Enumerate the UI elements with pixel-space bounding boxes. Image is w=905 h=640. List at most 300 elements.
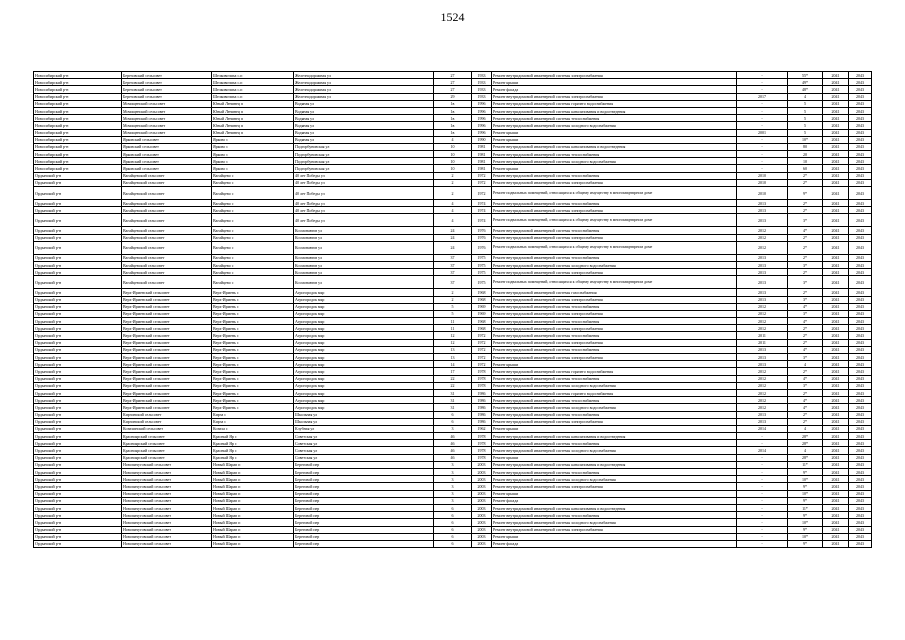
wear-percent-cell: 2* — [788, 325, 823, 332]
plan-start-year-cell: 2041 — [823, 433, 849, 440]
last-repair-year-cell: 2011 — [737, 332, 788, 339]
wear-percent-cell: 3* — [788, 382, 823, 389]
settlement-cell: Новый Шарап п — [212, 526, 294, 533]
municipality-cell: Верх-Ирменский сельсовет — [122, 332, 212, 339]
wear-percent-cell: 3* — [788, 276, 823, 289]
municipality-cell: Верх-Ирменский сельсовет — [122, 382, 212, 389]
last-repair-year-cell: 2014 — [737, 425, 788, 432]
street-cell: Водяная ул — [294, 136, 434, 143]
plan-end-year-cell: 2043 — [849, 404, 872, 411]
plan-start-year-cell: 2041 — [823, 179, 849, 186]
plan-end-year-cell: 2043 — [849, 490, 872, 497]
table-row — [34, 143, 872, 150]
build-year-cell: 1976 — [472, 241, 492, 254]
plan-start-year-cell: 2041 — [823, 276, 849, 289]
plan-end-year-cell: 2043 — [849, 214, 872, 227]
municipality-cell: Березовский сельсовет — [122, 86, 212, 93]
house-number-cell: 2 — [434, 179, 472, 186]
build-year-cell: 2003 — [472, 461, 492, 468]
build-year-cell: 1968 — [472, 296, 492, 303]
settlement-cell: Кирза с — [212, 411, 294, 418]
last-repair-year-cell: 2013 — [737, 289, 788, 296]
municipality-cell: Березовский сельсовет — [122, 72, 212, 79]
plan-start-year-cell: 2041 — [823, 136, 849, 143]
table-row — [34, 115, 872, 122]
wear-percent-cell: 5 — [788, 129, 823, 136]
street-cell: 40 лет Победы ул — [294, 200, 434, 207]
house-number-cell: 22 — [434, 375, 472, 382]
work-type-cell: Ремонт внутридомовой инженерной системы холодного водоснабжения — [492, 519, 737, 526]
build-year-cell: 1986 — [472, 397, 492, 404]
house-number-cell: 4 — [434, 200, 472, 207]
work-type-cell: Ремонт фасада — [492, 497, 737, 504]
wear-percent-cell: 2* — [788, 172, 823, 179]
build-year-cell: 2003 — [472, 533, 492, 540]
build-year-cell: 1969 — [472, 310, 492, 317]
plan-start-year-cell: 2041 — [823, 187, 849, 200]
plan-end-year-cell: 2043 — [849, 346, 872, 353]
wear-percent-cell: 4* — [788, 404, 823, 411]
table-row — [34, 433, 872, 440]
district-cell: Ордынский р-н — [34, 368, 122, 375]
wear-percent-cell: 28* — [788, 454, 823, 461]
municipality-cell: Ярковский сельсовет — [122, 136, 212, 143]
work-type-cell: Ремонт внутридомовой инженерной системы электроснабжения — [492, 296, 737, 303]
plan-start-year-cell: 2041 — [823, 325, 849, 332]
plan-end-year-cell: 2043 — [849, 361, 872, 368]
plan-start-year-cell: 2041 — [823, 454, 849, 461]
table-row — [34, 158, 872, 165]
plan-start-year-cell: 2041 — [823, 497, 849, 504]
street-cell: Агрогородок мкр — [294, 368, 434, 375]
work-type-cell: Ремонт подвальных помещений, относящихся к общему имуществу в многоквартирном доме — [492, 241, 737, 254]
table-row — [34, 483, 872, 490]
settlement-cell: Новый Шарап п — [212, 512, 294, 519]
municipality-cell: Верх-Ирменский сельсовет — [122, 404, 212, 411]
street-cell: Подгорбуновская ул — [294, 151, 434, 158]
district-cell: Ордынский р-н — [34, 261, 122, 268]
house-number-cell: 6 — [434, 519, 472, 526]
municipality-cell: Верх-Ирменский сельсовет — [122, 310, 212, 317]
plan-end-year-cell: 2043 — [849, 325, 872, 332]
municipality-cell: Вагайцевский сельсовет — [122, 269, 212, 276]
settlement-cell: Верх-Ирмень с — [212, 375, 294, 382]
municipality-cell: Кирзинский сельсовет — [122, 418, 212, 425]
district-cell: Ордынский р-н — [34, 397, 122, 404]
plan-end-year-cell: 2043 — [849, 296, 872, 303]
plan-start-year-cell: 2041 — [823, 512, 849, 519]
district-cell: Ордынский р-н — [34, 454, 122, 461]
wear-percent-cell: 5 — [788, 107, 823, 114]
build-year-cell: 1933 — [472, 86, 492, 93]
street-cell: Советская ул — [294, 454, 434, 461]
plan-start-year-cell: 2041 — [823, 361, 849, 368]
plan-end-year-cell: 2043 — [849, 368, 872, 375]
wear-percent-cell: 48* — [788, 86, 823, 93]
house-number-cell: 6 — [434, 504, 472, 511]
plan-start-year-cell: 2041 — [823, 289, 849, 296]
district-cell: Новосибирский р-н — [34, 107, 122, 114]
wear-percent-cell: 20 — [788, 151, 823, 158]
plan-start-year-cell: 2041 — [823, 227, 849, 234]
plan-start-year-cell: 2041 — [823, 490, 849, 497]
plan-start-year-cell: 2041 — [823, 318, 849, 325]
plan-end-year-cell: 2043 — [849, 382, 872, 389]
district-cell: Новосибирский р-н — [34, 143, 122, 150]
settlement-cell: Вагайцево с — [212, 172, 294, 179]
build-year-cell: 1978 — [472, 382, 492, 389]
plan-start-year-cell: 2041 — [823, 200, 849, 207]
district-cell: Ордынский р-н — [34, 469, 122, 476]
district-cell: Ордынский р-н — [34, 425, 122, 432]
plan-end-year-cell: 2043 — [849, 136, 872, 143]
district-cell: Ордынский р-н — [34, 490, 122, 497]
house-number-cell: 2 — [434, 289, 472, 296]
wear-percent-cell: 2* — [788, 234, 823, 241]
table-row — [34, 447, 872, 454]
table-row — [34, 512, 872, 519]
street-cell: 40 лет Победы ул — [294, 172, 434, 179]
municipality-cell: Козихинский сельсовет — [122, 425, 212, 432]
plan-start-year-cell: 2041 — [823, 254, 849, 261]
house-number-cell: 2 — [434, 187, 472, 200]
street-cell: Агрогородок мкр — [294, 404, 434, 411]
last-repair-year-cell: - — [737, 440, 788, 447]
house-number-cell: 10 — [434, 165, 472, 172]
district-cell: Ордынский р-н — [34, 227, 122, 234]
build-year-cell: 1976 — [472, 227, 492, 234]
work-type-cell: Ремонт крыши — [492, 533, 737, 540]
table-row — [34, 296, 872, 303]
street-cell: Космонавтов ул — [294, 241, 434, 254]
plan-start-year-cell: 2041 — [823, 375, 849, 382]
build-year-cell: 1969 — [472, 303, 492, 310]
settlement-cell: Юный Ленинец п — [212, 115, 294, 122]
street-cell: Береговой пер — [294, 540, 434, 547]
plan-end-year-cell: 2043 — [849, 519, 872, 526]
settlement-cell: Ярково с — [212, 136, 294, 143]
municipality-cell: Красноярский сельсовет — [122, 454, 212, 461]
table-row — [34, 325, 872, 332]
last-repair-year-cell: - — [737, 519, 788, 526]
work-type-cell: Ремонт внутридомовой инженерной системы холодного водоснабжения — [492, 382, 737, 389]
plan-end-year-cell: 2043 — [849, 122, 872, 129]
settlement-cell: Верх-Ирмень с — [212, 354, 294, 361]
house-number-cell: 27 — [434, 86, 472, 93]
settlement-cell: Вагайцево с — [212, 276, 294, 289]
house-number-cell: 22 — [434, 382, 472, 389]
plan-start-year-cell: 2041 — [823, 296, 849, 303]
wear-percent-cell: 5 — [788, 115, 823, 122]
settlement-cell: Козиха с — [212, 425, 294, 432]
street-cell: Агрогородок мкр — [294, 397, 434, 404]
district-cell: Ордынский р-н — [34, 332, 122, 339]
district-cell: Новосибирский р-н — [34, 122, 122, 129]
wear-percent-cell: 9* — [788, 483, 823, 490]
house-number-cell: 5 — [434, 303, 472, 310]
plan-start-year-cell: 2041 — [823, 115, 849, 122]
street-cell: Береговой пер — [294, 469, 434, 476]
table-row — [34, 440, 872, 447]
plan-end-year-cell: 2043 — [849, 165, 872, 172]
plan-start-year-cell: 2041 — [823, 269, 849, 276]
table-row — [34, 122, 872, 129]
settlement-cell: Верх-Ирмень с — [212, 361, 294, 368]
municipality-cell: Верх-Ирменский сельсовет — [122, 318, 212, 325]
municipality-cell: Вагайцевский сельсовет — [122, 200, 212, 207]
table-row — [34, 382, 872, 389]
municipality-cell: Новопичуговский сельсовет — [122, 504, 212, 511]
settlement-cell: Верх-Ирмень с — [212, 296, 294, 303]
build-year-cell: 1986 — [472, 389, 492, 396]
build-year-cell: 1972 — [472, 332, 492, 339]
municipality-cell: Ярковский сельсовет — [122, 158, 212, 165]
house-number-cell: 1в — [434, 107, 472, 114]
district-cell: Ордынский р-н — [34, 241, 122, 254]
settlement-cell: Вагайцево с — [212, 187, 294, 200]
municipality-cell: Мочищенский сельсовет — [122, 115, 212, 122]
settlement-cell: Верх-Ирмень с — [212, 382, 294, 389]
last-repair-year-cell: - — [737, 115, 788, 122]
street-cell: Агрогородок мкр — [294, 325, 434, 332]
work-type-cell: Ремонт внутридомовой инженерной системы теплоснабжения — [492, 375, 737, 382]
settlement-cell: Новый Шарап п — [212, 483, 294, 490]
plan-start-year-cell: 2041 — [823, 389, 849, 396]
build-year-cell: 1933 — [472, 93, 492, 100]
house-number-cell: 13 — [434, 354, 472, 361]
house-number-cell: 1в — [434, 115, 472, 122]
last-repair-year-cell: 2010 — [737, 172, 788, 179]
house-number-cell: 3 — [434, 425, 472, 432]
table-row — [34, 533, 872, 540]
street-cell: Агрогородок мкр — [294, 382, 434, 389]
settlement-cell: Новый Шарап п — [212, 504, 294, 511]
wear-percent-cell: 2* — [788, 339, 823, 346]
wear-percent-cell: 9* — [788, 187, 823, 200]
house-number-cell: 3 — [434, 490, 472, 497]
table-row — [34, 368, 872, 375]
wear-percent-cell: 60 — [788, 165, 823, 172]
street-cell: Агрогородок мкр — [294, 303, 434, 310]
work-type-cell: Ремонт внутридомовой инженерной системы канализования и водоотведения — [492, 461, 737, 468]
plan-end-year-cell: 2043 — [849, 354, 872, 361]
page-number: 1524 — [440, 10, 465, 24]
plan-end-year-cell: 2043 — [849, 454, 872, 461]
work-type-cell: Ремонт внутридомовой инженерной системы теплоснабжения — [492, 200, 737, 207]
work-type-cell: Ремонт внутридомовой инженерной системы канализования и водоотведения — [492, 107, 737, 114]
house-number-cell: 24 — [434, 234, 472, 241]
work-type-cell: Ремонт внутридомовой инженерной системы канализования и водоотведения — [492, 143, 737, 150]
house-number-cell: 14 — [434, 361, 472, 368]
register-body — [34, 72, 872, 548]
street-cell: 40 лет Победы ул — [294, 187, 434, 200]
wear-percent-cell: 4 — [788, 93, 823, 100]
table-row — [34, 339, 872, 346]
plan-start-year-cell: 2041 — [823, 476, 849, 483]
settlement-cell: Верх-Ирмень с — [212, 397, 294, 404]
last-repair-year-cell: 2011 — [737, 339, 788, 346]
street-cell: Советская ул — [294, 447, 434, 454]
settlement-cell: Верх-Ирмень с — [212, 310, 294, 317]
house-number-cell: 46 — [434, 447, 472, 454]
district-cell: Ордынский р-н — [34, 200, 122, 207]
settlement-cell: Ярково с — [212, 165, 294, 172]
build-year-cell: 1986 — [472, 411, 492, 418]
plan-end-year-cell: 2043 — [849, 207, 872, 214]
work-type-cell: Ремонт внутридомовой инженерной системы электроснабжения — [492, 339, 737, 346]
district-cell: Ордынский р-н — [34, 476, 122, 483]
table-row — [34, 404, 872, 411]
settlement-cell: Ярково с — [212, 158, 294, 165]
plan-end-year-cell: 2043 — [849, 241, 872, 254]
settlement-cell: Ярково с — [212, 143, 294, 150]
last-repair-year-cell: - — [737, 469, 788, 476]
work-type-cell: Ремонт крыши — [492, 425, 737, 432]
municipality-cell: Верх-Ирменский сельсовет — [122, 361, 212, 368]
street-cell: 40 лет Победы ул — [294, 179, 434, 186]
work-type-cell: Ремонт подвальных помещений, относящихся к общему имуществу в многоквартирном доме — [492, 276, 737, 289]
plan-start-year-cell: 2041 — [823, 151, 849, 158]
municipality-cell: Мочищенский сельсовет — [122, 122, 212, 129]
wear-percent-cell: 4* — [788, 303, 823, 310]
municipality-cell: Вагайцевский сельсовет — [122, 227, 212, 234]
settlement-cell: Новый Шарап п — [212, 469, 294, 476]
street-cell: Агрогородок мкр — [294, 289, 434, 296]
plan-start-year-cell: 2041 — [823, 165, 849, 172]
work-type-cell: Ремонт внутридомовой инженерной системы электроснабжения — [492, 234, 737, 241]
municipality-cell: Верх-Ирменский сельсовет — [122, 303, 212, 310]
table-row — [34, 411, 872, 418]
street-cell: Агрогородок мкр — [294, 296, 434, 303]
work-type-cell: Ремонт внутридомовой инженерной системы холодного водоснабжения — [492, 476, 737, 483]
settlement-cell: Вагайцево с — [212, 234, 294, 241]
last-repair-year-cell: 2013 — [737, 261, 788, 268]
house-number-cell: 12 — [434, 332, 472, 339]
last-repair-year-cell: 2012 — [737, 389, 788, 396]
municipality-cell: Новопичуговский сельсовет — [122, 483, 212, 490]
district-cell: Ордынский р-н — [34, 269, 122, 276]
work-type-cell: Ремонт внутридомовой инженерной системы теплоснабжения — [492, 227, 737, 234]
last-repair-year-cell: 2001 — [737, 129, 788, 136]
settlement-cell: Новый Шарап п — [212, 490, 294, 497]
plan-start-year-cell: 2041 — [823, 86, 849, 93]
build-year-cell: 2003 — [472, 519, 492, 526]
table-row — [34, 397, 872, 404]
house-number-cell: 6 — [434, 540, 472, 547]
plan-end-year-cell: 2043 — [849, 425, 872, 432]
house-number-cell: 11 — [434, 325, 472, 332]
last-repair-year-cell: 2012 — [737, 368, 788, 375]
district-cell: Ордынский р-н — [34, 526, 122, 533]
work-type-cell: Ремонт внутридомовой инженерной системы теплоснабжения — [492, 115, 737, 122]
wear-percent-cell: 28* — [788, 440, 823, 447]
wear-percent-cell: 3* — [788, 214, 823, 227]
build-year-cell: 1968 — [472, 318, 492, 325]
house-number-cell: 6 — [434, 526, 472, 533]
table-row — [34, 318, 872, 325]
house-number-cell: 11 — [434, 318, 472, 325]
build-year-cell: 1978 — [472, 447, 492, 454]
plan-start-year-cell: 2041 — [823, 310, 849, 317]
district-cell: Ордынский р-н — [34, 254, 122, 261]
table-row — [34, 79, 872, 86]
last-repair-year-cell: 2013 — [737, 269, 788, 276]
street-cell: Агрогородок мкр — [294, 375, 434, 382]
municipality-cell: Верх-Ирменский сельсовет — [122, 397, 212, 404]
work-type-cell: Ремонт внутридомовой инженерной системы теплоснабжения — [492, 440, 737, 447]
table-row — [34, 303, 872, 310]
municipality-cell: Красноярский сельсовет — [122, 447, 212, 454]
wear-percent-cell: 10* — [788, 490, 823, 497]
street-cell: Подгорбуновская ул — [294, 158, 434, 165]
municipality-cell: Верх-Ирменский сельсовет — [122, 339, 212, 346]
municipality-cell: Новопичуговский сельсовет — [122, 490, 212, 497]
work-type-cell: Ремонт внутридомовой инженерной системы электроснабжения — [492, 418, 737, 425]
table-row — [34, 454, 872, 461]
work-type-cell: Ремонт внутридомовой инженерной системы теплоснабжения — [492, 151, 737, 158]
street-cell: Космонавтов ул — [294, 276, 434, 289]
table-row — [34, 241, 872, 254]
plan-end-year-cell: 2043 — [849, 158, 872, 165]
work-type-cell: Ремонт внутридомовой инженерной системы электроснабжения — [492, 93, 737, 100]
last-repair-year-cell: 2012 — [737, 227, 788, 234]
house-number-cell: 27 — [434, 72, 472, 79]
wear-percent-cell: 9* — [788, 469, 823, 476]
build-year-cell: 2003 — [472, 497, 492, 504]
table-row — [34, 165, 872, 172]
work-type-cell: Ремонт внутридомовой инженерной системы электроснабжения — [492, 310, 737, 317]
plan-end-year-cell: 2043 — [849, 433, 872, 440]
table-row — [34, 179, 872, 186]
district-cell: Ордынский р-н — [34, 361, 122, 368]
district-cell: Ордынский р-н — [34, 325, 122, 332]
last-repair-year-cell: 2013 — [737, 296, 788, 303]
wear-percent-cell: 11* — [788, 504, 823, 511]
plan-start-year-cell: 2041 — [823, 332, 849, 339]
settlement-cell: Юный Ленинец п — [212, 107, 294, 114]
settlement-cell: Верх-Ирмень с — [212, 404, 294, 411]
district-cell: Новосибирский р-н — [34, 100, 122, 107]
last-repair-year-cell: - — [737, 86, 788, 93]
plan-start-year-cell: 2041 — [823, 214, 849, 227]
settlement-cell: Вагайцево с — [212, 241, 294, 254]
wear-percent-cell: 2* — [788, 332, 823, 339]
district-cell: Ордынский р-н — [34, 461, 122, 468]
build-year-cell: 1974 — [472, 207, 492, 214]
build-year-cell: 1996 — [472, 100, 492, 107]
build-year-cell: 1972 — [472, 361, 492, 368]
street-cell: Агрогородок мкр — [294, 354, 434, 361]
work-type-cell: Ремонт внутридомовой инженерной системы горячего водоснабжения — [492, 100, 737, 107]
settlement-cell: Вагайцево с — [212, 179, 294, 186]
municipality-cell: Вагайцевский сельсовет — [122, 276, 212, 289]
municipality-cell: Вагайцевский сельсовет — [122, 187, 212, 200]
work-type-cell: Ремонт подвальных помещений, относящихся к общему имуществу в многоквартирном доме — [492, 214, 737, 227]
build-year-cell: 1978 — [472, 368, 492, 375]
wear-percent-cell: 9* — [788, 526, 823, 533]
build-year-cell: 2003 — [472, 469, 492, 476]
municipality-cell: Верх-Ирменский сельсовет — [122, 296, 212, 303]
work-type-cell: Ремонт внутридомовой инженерной системы холодного водоснабжения — [492, 261, 737, 268]
municipality-cell: Мочищенский сельсовет — [122, 129, 212, 136]
table-row — [34, 418, 872, 425]
wear-percent-cell: 10* — [788, 519, 823, 526]
wear-percent-cell: 2* — [788, 241, 823, 254]
build-year-cell: 2003 — [472, 483, 492, 490]
work-type-cell: Ремонт внутридомовой инженерной системы теплоснабжения — [492, 346, 737, 353]
build-year-cell: 1972 — [472, 339, 492, 346]
street-cell: Железнодорожная ул — [294, 79, 434, 86]
